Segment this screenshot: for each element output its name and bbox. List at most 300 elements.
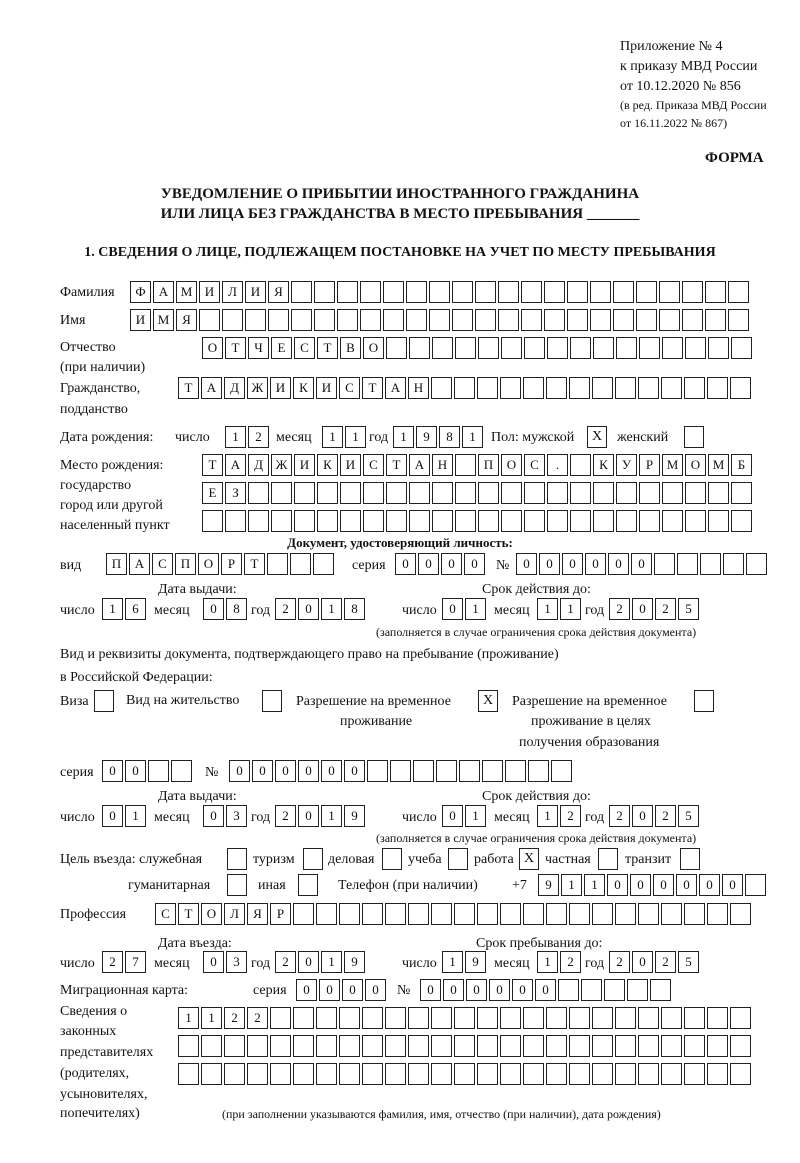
char-box[interactable]: 2 [655,951,676,973]
char-box[interactable] [386,510,407,532]
char-box[interactable]: Д [248,454,269,476]
char-box[interactable] [524,337,545,359]
char-box[interactable] [684,1063,705,1085]
char-box[interactable]: Е [202,482,223,504]
char-box[interactable] [592,1007,613,1029]
char-box[interactable] [523,903,544,925]
char-box[interactable] [314,281,335,303]
char-box[interactable] [406,281,427,303]
char-box[interactable]: 0 [441,553,462,575]
char-box[interactable] [247,1035,268,1057]
char-box[interactable]: И [340,454,361,476]
char-box[interactable] [432,510,453,532]
char-box[interactable] [708,482,729,504]
char-box[interactable] [592,377,613,399]
char-box[interactable]: 1 [465,805,486,827]
char-box[interactable]: О [198,553,219,575]
char-box[interactable]: 2 [275,951,296,973]
char-box[interactable] [708,337,729,359]
char-box[interactable] [707,377,728,399]
char-box[interactable]: 1 [321,598,342,620]
char-box[interactable] [367,760,388,782]
char-box[interactable]: Я [268,281,289,303]
char-box[interactable] [546,1035,567,1057]
char-box[interactable]: М [153,309,174,331]
char-box[interactable] [567,309,588,331]
char-box[interactable] [685,510,706,532]
char-box[interactable]: 1 [225,426,246,448]
char-box[interactable]: 5 [678,805,699,827]
char-box[interactable]: 5 [678,951,699,973]
char-box[interactable] [523,1063,544,1085]
char-box[interactable] [477,903,498,925]
char-box[interactable]: М [176,281,197,303]
char-box[interactable] [317,510,338,532]
char-box[interactable] [616,337,637,359]
char-box[interactable] [685,337,706,359]
char-box[interactable] [431,1035,452,1057]
char-box[interactable] [650,979,671,1001]
char-box[interactable] [455,337,476,359]
char-box[interactable]: И [294,454,315,476]
char-box[interactable] [314,309,335,331]
char-box[interactable]: Л [222,281,243,303]
char-box[interactable] [363,482,384,504]
char-box[interactable]: 2 [609,598,630,620]
char-box[interactable]: Т [362,377,383,399]
char-box[interactable]: 1 [537,805,558,827]
char-box[interactable] [638,903,659,925]
char-box[interactable]: Е [271,337,292,359]
char-box[interactable]: Р [639,454,660,476]
char-box[interactable] [477,377,498,399]
char-box[interactable]: С [339,377,360,399]
char-box[interactable] [390,760,411,782]
char-box[interactable]: 1 [321,805,342,827]
char-box[interactable] [148,760,169,782]
char-box[interactable]: 8 [344,598,365,620]
char-box[interactable] [570,337,591,359]
char-box[interactable] [662,482,683,504]
char-box[interactable]: 0 [722,874,743,896]
char-box[interactable]: Я [176,309,197,331]
char-box[interactable] [316,1035,337,1057]
char-box[interactable]: 2 [560,805,581,827]
char-box[interactable] [544,309,565,331]
char-box[interactable]: И [199,281,220,303]
char-box[interactable] [505,760,526,782]
char-box[interactable]: 0 [535,979,556,1001]
char-box[interactable] [498,281,519,303]
char-box[interactable]: Р [270,903,291,925]
char-box[interactable]: 2 [102,951,123,973]
char-box[interactable] [639,510,660,532]
char-box[interactable] [408,903,429,925]
char-box[interactable]: Т [178,377,199,399]
char-box[interactable] [684,903,705,925]
char-box[interactable]: 1 [561,874,582,896]
char-box[interactable] [500,1063,521,1085]
char-box[interactable]: 0 [607,874,628,896]
purpose-work-checkbox[interactable]: X [519,848,539,870]
char-box[interactable] [409,510,430,532]
char-box[interactable] [291,281,312,303]
char-box[interactable]: Р [221,553,242,575]
char-box[interactable] [523,1007,544,1029]
char-box[interactable]: 0 [203,598,224,620]
char-box[interactable]: У [616,454,637,476]
char-box[interactable]: 0 [442,598,463,620]
char-box[interactable] [316,903,337,925]
char-box[interactable] [636,309,657,331]
char-box[interactable] [636,281,657,303]
char-box[interactable]: 1 [345,426,366,448]
char-box[interactable] [431,1063,452,1085]
char-box[interactable]: Т [178,903,199,925]
sex-male-checkbox[interactable]: X [587,426,607,448]
char-box[interactable]: 0 [489,979,510,1001]
char-box[interactable] [592,1063,613,1085]
char-box[interactable] [267,553,288,575]
char-box[interactable]: 3 [226,951,247,973]
char-box[interactable] [201,1063,222,1085]
char-box[interactable] [362,1063,383,1085]
char-box[interactable] [171,760,192,782]
char-box[interactable] [662,337,683,359]
char-box[interactable] [581,979,602,1001]
char-box[interactable] [593,482,614,504]
char-box[interactable]: А [409,454,430,476]
char-box[interactable] [248,510,269,532]
char-box[interactable] [615,1035,636,1057]
char-box[interactable] [682,309,703,331]
char-box[interactable] [224,1063,245,1085]
char-box[interactable] [386,482,407,504]
char-box[interactable]: О [501,454,522,476]
char-box[interactable] [615,377,636,399]
char-box[interactable]: 0 [676,874,697,896]
char-box[interactable]: 0 [298,951,319,973]
char-box[interactable] [728,281,749,303]
char-box[interactable]: Ж [271,454,292,476]
char-box[interactable] [477,1035,498,1057]
char-box[interactable]: 1 [465,598,486,620]
char-box[interactable]: 2 [655,805,676,827]
char-box[interactable] [270,1007,291,1029]
char-box[interactable] [592,903,613,925]
char-box[interactable] [677,553,698,575]
char-box[interactable] [501,482,522,504]
char-box[interactable] [482,760,503,782]
char-box[interactable] [432,337,453,359]
char-box[interactable]: 2 [609,805,630,827]
char-box[interactable]: 6 [125,598,146,620]
char-box[interactable]: 0 [319,979,340,1001]
char-box[interactable]: А [129,553,150,575]
char-box[interactable] [730,903,751,925]
char-box[interactable]: Б [731,454,752,476]
char-box[interactable] [268,309,289,331]
purpose-private-checkbox[interactable] [598,848,618,870]
char-box[interactable]: 1 [537,951,558,973]
char-box[interactable]: И [130,309,151,331]
char-box[interactable]: И [245,281,266,303]
char-box[interactable] [178,1035,199,1057]
char-box[interactable] [501,337,522,359]
char-box[interactable] [337,281,358,303]
char-box[interactable]: 2 [247,1007,268,1029]
char-box[interactable] [385,903,406,925]
char-box[interactable]: Т [317,337,338,359]
char-box[interactable] [546,1007,567,1029]
char-box[interactable] [339,903,360,925]
char-box[interactable] [638,1035,659,1057]
char-box[interactable]: З [225,482,246,504]
char-box[interactable]: Л [224,903,245,925]
char-box[interactable]: 0 [203,805,224,827]
char-box[interactable] [638,1063,659,1085]
char-box[interactable] [615,1007,636,1029]
char-box[interactable]: 0 [229,760,250,782]
char-box[interactable]: 0 [395,553,416,575]
char-box[interactable]: 1 [321,951,342,973]
char-box[interactable] [291,309,312,331]
char-box[interactable] [616,510,637,532]
char-box[interactable] [569,1063,590,1085]
char-box[interactable] [546,1063,567,1085]
char-box[interactable] [385,1063,406,1085]
char-box[interactable]: 9 [465,951,486,973]
char-box[interactable]: 0 [539,553,560,575]
char-box[interactable] [707,1063,728,1085]
char-box[interactable] [478,510,499,532]
char-box[interactable] [569,1035,590,1057]
char-box[interactable] [340,482,361,504]
char-box[interactable]: А [225,454,246,476]
char-box[interactable] [604,979,625,1001]
char-box[interactable] [627,979,648,1001]
char-box[interactable] [316,1063,337,1085]
char-box[interactable]: 0 [365,979,386,1001]
char-box[interactable]: 2 [275,805,296,827]
char-box[interactable] [478,337,499,359]
char-box[interactable]: 9 [344,805,365,827]
temp-residence-checkbox[interactable]: X [478,690,498,712]
char-box[interactable] [385,1035,406,1057]
char-box[interactable]: О [202,337,223,359]
char-box[interactable]: 8 [226,598,247,620]
char-box[interactable]: С [155,903,176,925]
char-box[interactable]: А [153,281,174,303]
char-box[interactable]: 0 [632,598,653,620]
char-box[interactable]: 0 [298,760,319,782]
char-box[interactable]: 0 [298,598,319,620]
char-box[interactable] [270,1063,291,1085]
char-box[interactable] [431,903,452,925]
char-box[interactable] [316,1007,337,1029]
char-box[interactable] [521,309,542,331]
char-box[interactable] [523,377,544,399]
char-box[interactable] [294,482,315,504]
char-box[interactable] [731,482,752,504]
char-box[interactable] [406,309,427,331]
char-box[interactable] [544,281,565,303]
char-box[interactable] [593,337,614,359]
char-box[interactable] [524,482,545,504]
char-box[interactable]: 0 [443,979,464,1001]
char-box[interactable]: 2 [248,426,269,448]
char-box[interactable]: К [293,377,314,399]
char-box[interactable] [730,1007,751,1029]
char-box[interactable] [700,553,721,575]
char-box[interactable] [558,979,579,1001]
char-box[interactable] [613,309,634,331]
char-box[interactable] [731,337,752,359]
char-box[interactable] [730,1063,751,1085]
char-box[interactable] [659,281,680,303]
char-box[interactable]: А [385,377,406,399]
char-box[interactable] [707,1007,728,1029]
char-box[interactable] [590,281,611,303]
char-box[interactable] [429,281,450,303]
char-box[interactable]: 0 [632,951,653,973]
char-box[interactable] [383,281,404,303]
char-box[interactable] [731,510,752,532]
char-box[interactable] [454,1035,475,1057]
char-box[interactable]: 9 [344,951,365,973]
char-box[interactable] [661,377,682,399]
char-box[interactable]: К [593,454,614,476]
char-box[interactable] [500,903,521,925]
char-box[interactable] [705,281,726,303]
char-box[interactable] [362,1035,383,1057]
char-box[interactable]: Н [408,377,429,399]
char-box[interactable]: 1 [322,426,343,448]
purpose-study-checkbox[interactable] [448,848,468,870]
char-box[interactable] [339,1035,360,1057]
char-box[interactable]: 0 [102,805,123,827]
char-box[interactable] [247,1063,268,1085]
char-box[interactable] [454,1063,475,1085]
char-box[interactable]: 0 [631,553,652,575]
char-box[interactable]: Ж [247,377,268,399]
char-box[interactable] [475,309,496,331]
char-box[interactable] [362,1007,383,1029]
char-box[interactable]: 0 [516,553,537,575]
char-box[interactable] [452,281,473,303]
purpose-other-checkbox[interactable] [298,874,318,896]
edu-residence-checkbox[interactable] [694,690,714,712]
char-box[interactable]: 1 [584,874,605,896]
char-box[interactable] [723,553,744,575]
char-box[interactable]: 0 [252,760,273,782]
char-box[interactable]: 1 [560,598,581,620]
char-box[interactable]: 0 [562,553,583,575]
char-box[interactable] [454,377,475,399]
char-box[interactable]: П [175,553,196,575]
char-box[interactable] [639,482,660,504]
char-box[interactable] [684,1035,705,1057]
char-box[interactable] [270,1035,291,1057]
char-box[interactable] [452,309,473,331]
char-box[interactable]: 0 [296,979,317,1001]
char-box[interactable]: 2 [560,951,581,973]
char-box[interactable] [745,874,766,896]
char-box[interactable] [570,510,591,532]
char-box[interactable] [684,1007,705,1029]
char-box[interactable] [547,510,568,532]
char-box[interactable] [547,482,568,504]
char-box[interactable] [498,309,519,331]
char-box[interactable] [569,903,590,925]
char-box[interactable] [659,309,680,331]
char-box[interactable] [593,510,614,532]
char-box[interactable] [615,903,636,925]
char-box[interactable] [638,377,659,399]
char-box[interactable] [225,510,246,532]
char-box[interactable] [746,553,767,575]
char-box[interactable]: 1 [125,805,146,827]
char-box[interactable]: 0 [632,805,653,827]
char-box[interactable] [569,377,590,399]
char-box[interactable] [662,510,683,532]
char-box[interactable] [730,1035,751,1057]
char-box[interactable]: 2 [655,598,676,620]
char-box[interactable] [222,309,243,331]
char-box[interactable] [362,903,383,925]
char-box[interactable] [432,482,453,504]
residence-permit-checkbox[interactable] [262,690,282,712]
char-box[interactable]: 9 [416,426,437,448]
char-box[interactable] [528,760,549,782]
char-box[interactable]: 1 [393,426,414,448]
char-box[interactable] [684,377,705,399]
char-box[interactable]: Ч [248,337,269,359]
char-box[interactable]: 1 [201,1007,222,1029]
char-box[interactable]: 0 [512,979,533,1001]
char-box[interactable] [500,377,521,399]
char-box[interactable] [413,760,434,782]
purpose-transit-checkbox[interactable] [680,848,700,870]
char-box[interactable] [455,482,476,504]
char-box[interactable] [293,1035,314,1057]
char-box[interactable] [201,1035,222,1057]
char-box[interactable] [385,1007,406,1029]
char-box[interactable]: Д [224,377,245,399]
char-box[interactable] [682,281,703,303]
char-box[interactable]: М [708,454,729,476]
purpose-humanitarian-checkbox[interactable] [227,874,247,896]
char-box[interactable]: С [294,337,315,359]
char-box[interactable]: 0 [630,874,651,896]
char-box[interactable]: 0 [464,553,485,575]
char-box[interactable] [547,337,568,359]
char-box[interactable]: С [152,553,173,575]
char-box[interactable]: М [662,454,683,476]
char-box[interactable]: 5 [678,598,699,620]
char-box[interactable] [293,1063,314,1085]
char-box[interactable] [546,903,567,925]
char-box[interactable] [590,309,611,331]
char-box[interactable]: Т [202,454,223,476]
char-box[interactable]: 1 [442,951,463,973]
char-box[interactable] [654,553,675,575]
char-box[interactable] [661,1007,682,1029]
purpose-business-checkbox[interactable] [382,848,402,870]
char-box[interactable] [477,1063,498,1085]
char-box[interactable]: 0 [344,760,365,782]
char-box[interactable]: П [478,454,499,476]
